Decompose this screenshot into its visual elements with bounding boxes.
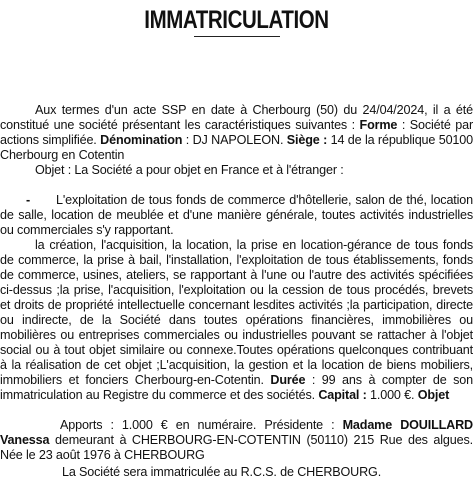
bullet-dash: - bbox=[26, 193, 31, 207]
objet-intro: Objet : La Société a pour objet en France et à l'étranger : bbox=[35, 163, 344, 177]
duree-label: Durée bbox=[270, 373, 306, 387]
page-title: IMMATRICULATION bbox=[144, 6, 329, 34]
title-underline bbox=[194, 36, 280, 37]
apports-paragraph: Apports : 1.000 € en numéraire. Présidente : Madame DOUILLARD Vanessa demeurant à CHERBOURG-EN-COTENTIN (50110) 215 Rue des algues. Née le 23 août 1976 à CHERBOURG bbox=[0, 418, 473, 462]
objet-details-paragraph: la création, l'acquisition, la location, la prise en location-gérance de tous fonds de commerce, la prise à bail, l'installation, l'exploitation de tous établissements, fonds de commerce, usines, ateliers, se rapportant à l'une ou l'autre des activités spécifiées ci-dessus ;la prise, l'acquisition, l'exploitation ou la cession de tous procédés, brevets et droits de propriété intellectuelle concernant lesdites activités ;la participation, directe ou indirecte, de la Société dans toutes opérations financières, immobilières ou mobilières ou entreprises commerciales ou industrielles pouvant se rattacher à l'objet social ou à tout objet similaire ou connexe.Toutes opérations quelconques contribuant à la réalisation de cet objet ;L'acquisition, la gestion et la location de biens mobiliers, immobiliers et fonciers Cherbourg-en-Cotentin. Durée : 99 ans à compter de son immatriculation au Registre du commerce et des sociétés. Capital : 1.000 €. Objet bbox=[0, 238, 473, 402]
objet-label: Objet bbox=[417, 388, 450, 402]
capital-label: Capital : bbox=[318, 388, 367, 402]
forme-label: Forme bbox=[359, 118, 398, 132]
denomination-label: Dénomination bbox=[100, 133, 183, 147]
company-intro-paragraph: Aux termes d'un acte SSP en date à Cherbourg (50) du 24/04/2024, il a été constitué une société présentant les caractéristiques suivantes : Forme : Société par actions simplifiée. Dénomination : DJ NAPOLEON. Siège : 14 de la république 50100 Cherbourg en Cotentin bbox=[0, 103, 473, 162]
president-name: Madame DOUILLARD Vanessa bbox=[0, 418, 473, 447]
rcs-paragraph: La Société sera immatriculée au R.C.S. de CHERBOURG. bbox=[62, 465, 382, 479]
siege-label: Siège : bbox=[286, 133, 328, 147]
objet-item-hotellerie: - L'exploitation de tous fonds de commerce d'hôtellerie, salon de thé, location de salle, location de meublée et d'une manière générale, toutes activités industrielles ou commerciales s'y rapportant. bbox=[0, 193, 473, 237]
